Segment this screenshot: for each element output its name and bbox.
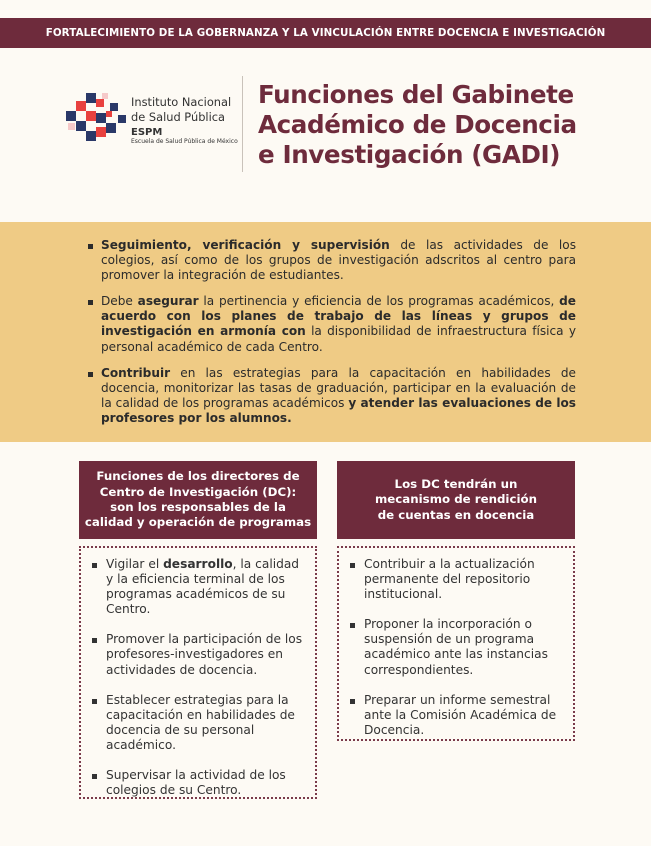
page-title-line3: e Investigación (GADI) xyxy=(258,140,561,169)
heading-line: calidad y operación de programas xyxy=(84,515,312,530)
list-item xyxy=(347,557,565,602)
text: la disponibilidad de infraestructura física y personal académico de cada Centro. xyxy=(101,324,577,354)
text: Proponer la incorporación o suspensión de un programa académico ante las instancias correspondientes. xyxy=(364,617,548,677)
list-item xyxy=(347,693,565,738)
list-item xyxy=(89,693,307,753)
text: Preparar un informe semestral ante la Comisión Académica de Docencia. xyxy=(364,692,557,737)
bold-text: Seguimiento, verificación y supervisión xyxy=(101,238,390,252)
institution-line2: de Salud Pública xyxy=(131,110,225,124)
page-title xyxy=(258,80,638,170)
page-title-line1: Funciones del Gabinete xyxy=(258,80,574,109)
institution-name xyxy=(131,95,238,146)
list-item xyxy=(89,557,307,617)
text: en las estrategias para la capacitación en habilidades de docencia, monitorizar las tasas de graduación, participar en la evaluación de la calidad de los programas académicos xyxy=(101,365,576,410)
list-item xyxy=(86,366,576,426)
insp-logo-icon xyxy=(66,93,126,143)
text: Supervisar la actividad de los colegios de su Centro. xyxy=(106,768,286,798)
text: de las actividades de los colegios, así como de los grupos de investigación adscritos al centro para promover la integración de estudiantes. xyxy=(101,238,576,283)
list-item xyxy=(89,768,307,798)
list-item xyxy=(89,632,307,677)
right-section-heading xyxy=(337,461,575,539)
left-heading-text xyxy=(85,469,311,531)
header-divider xyxy=(242,76,243,172)
heading-line: Centro de Investigación (DC): xyxy=(99,484,297,499)
page-title-line2: Académico de Docencia xyxy=(258,110,577,139)
bold-text: desarrollo xyxy=(163,557,233,571)
left-section-heading xyxy=(79,461,317,539)
text: Vigilar el xyxy=(106,557,164,571)
left-section-list xyxy=(89,557,307,798)
heading-line: son los responsables de la xyxy=(110,500,286,514)
bold-text: Contribuir xyxy=(101,365,171,380)
text: Debe xyxy=(101,294,138,309)
text: Contribuir a la actualización permanente del repositorio institucional. xyxy=(364,557,535,602)
list-item xyxy=(347,617,565,677)
list-item xyxy=(86,294,576,354)
heading-line: Funciones de los directores de xyxy=(96,469,300,484)
heading-line: de cuentas en docencia xyxy=(377,507,535,522)
text: Establecer estrategias para la capacitación en habilidades de docencia de su personal académico. xyxy=(106,692,295,752)
institution-acronym: ESPM xyxy=(131,127,163,138)
right-section-box xyxy=(337,546,575,741)
left-section-box xyxy=(79,546,317,799)
heading-line: Los DC tendrán un xyxy=(394,476,518,491)
right-section-list xyxy=(347,557,565,738)
list-item xyxy=(86,238,576,283)
institution-line1: Instituto Nacional xyxy=(131,95,232,109)
text: Promover la participación de los profesores-investigadores en actividades de docencia. xyxy=(106,632,303,677)
right-heading-text xyxy=(375,477,537,523)
text: la pertinencia y eficiencia de los programas académicos, xyxy=(198,294,560,309)
highlight-list xyxy=(86,238,576,437)
bold-text: de acuerdo con los planes de trabajo de las líneas y grupos de investigación en armonía con xyxy=(101,294,576,339)
bold-text: y atender las evaluaciones de los profesores por los alumnos. xyxy=(101,395,576,425)
institution-school: Escuela de Salud Pública de México xyxy=(131,138,238,145)
heading-line: mecanismo de rendición xyxy=(374,492,537,507)
header-banner: FORTALECIMIENTO DE LA GOBERNANZA Y LA VINCULACIÓN ENTRE DOCENCIA E INVESTIGACIÓN xyxy=(0,18,651,48)
bold-text: asegurar xyxy=(137,294,199,309)
text: , la calidad y la eficiencia terminal de los programas académicos de su Centro. xyxy=(106,557,300,617)
